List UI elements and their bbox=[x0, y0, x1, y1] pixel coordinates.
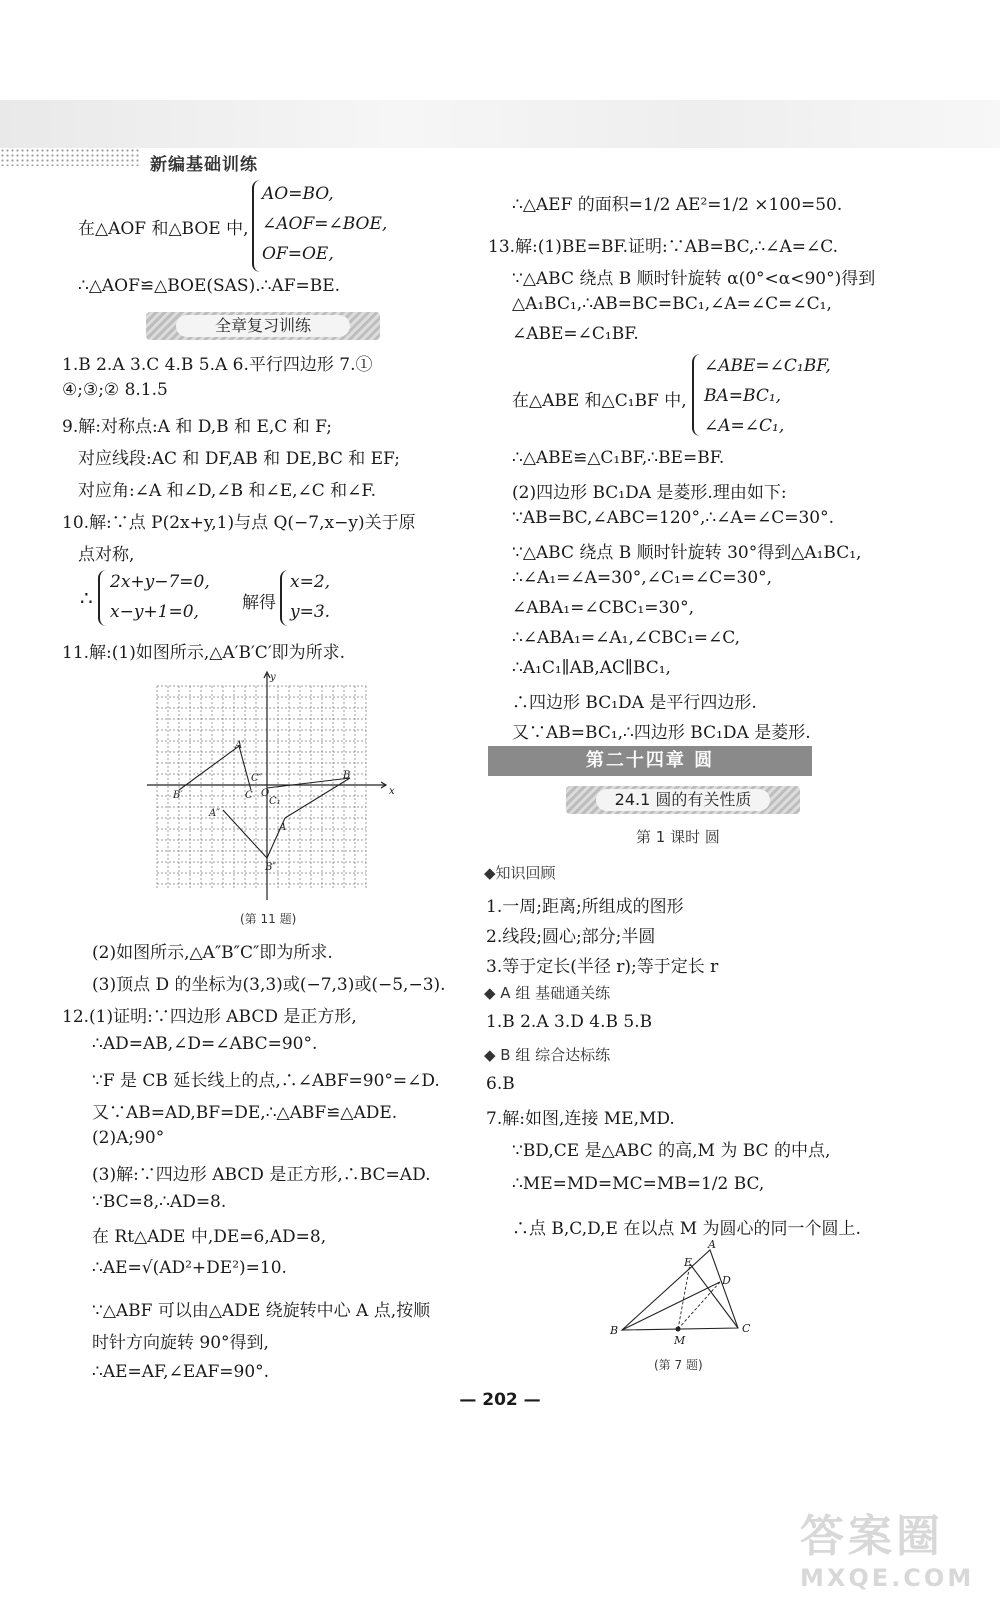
text-line: 在△ABE 和△C₁BF 中, bbox=[512, 391, 687, 411]
text-line: (3)解:∵四边形 ABCD 是正方形,∴BC=AD. bbox=[92, 1165, 431, 1185]
text-line: (2)四边形 BC₁DA 是菱形.理由如下: bbox=[512, 483, 787, 503]
section-heading-label: 全章复习训练 bbox=[176, 315, 350, 337]
subsection-label: ◆知识回顾 bbox=[484, 864, 556, 882]
text-line: (2)A;90° bbox=[92, 1128, 165, 1148]
svg-text:y: y bbox=[270, 672, 276, 683]
figure-7-triangle bbox=[606, 1238, 766, 1348]
text-line: ∠A=∠C₁, bbox=[704, 416, 785, 436]
svg-text:C: C bbox=[245, 790, 253, 801]
text-line: 13.解:(1)BE=BF.证明:∵AB=BC,∴∠A=∠C. bbox=[488, 237, 839, 257]
text-line: ∠ABA₁=∠CBC₁=30°, bbox=[512, 598, 695, 618]
chapter-heading: 第二十四章 圆 bbox=[488, 746, 812, 776]
section-heading bbox=[146, 312, 380, 340]
text-line: ∵AB=BC,∠ABC=120°,∴∠A=∠C=30°. bbox=[512, 508, 834, 528]
section-heading bbox=[566, 786, 800, 814]
subsection-label: ◆ B 组 综合达标练 bbox=[484, 1046, 611, 1064]
figure-caption: (第 7 题) bbox=[654, 1358, 703, 1372]
svg-text:B′: B′ bbox=[173, 790, 183, 801]
page-number-value: 202 bbox=[482, 1390, 518, 1410]
header-band bbox=[0, 100, 1000, 148]
text-line: 7.解:如图,连接 ME,MD. bbox=[486, 1109, 675, 1129]
text-line: ∵F 是 CB 延长线上的点,∴∠ABF=90°=∠D. bbox=[92, 1071, 440, 1091]
subsection-label: ◆ A 组 基础通关练 bbox=[484, 984, 611, 1002]
text-line: (3)顶点 D 的坐标为(3,3)或(−7,3)或(−5,−3). bbox=[92, 975, 446, 995]
text-line: ∴∠ABA₁=∠A₁,∠CBC₁=∠C, bbox=[512, 628, 741, 648]
svg-text:A: A bbox=[708, 1238, 716, 1251]
text-line: 1.B 2.A 3.C 4.B 5.A 6.平行四边形 7.① bbox=[62, 355, 373, 375]
watermark-line2: MXQE.COM bbox=[800, 1564, 975, 1592]
text-line: ∠AOF=∠BOE, bbox=[262, 214, 388, 234]
therefore-symbol: ∴ bbox=[80, 586, 93, 610]
text-line: 12.(1)证明:∵四边形 ABCD 是正方形, bbox=[62, 1007, 357, 1027]
text-line: (2)如图所示,△A″B″C″即为所求. bbox=[92, 943, 333, 963]
watermark-line1: 答案圈 bbox=[800, 1511, 944, 1562]
text-line: 6.B bbox=[486, 1074, 515, 1094]
brace bbox=[98, 570, 110, 626]
svg-text:B: B bbox=[343, 770, 351, 781]
text-line: 又∵AB=AD,BF=DE,∴△ABF≌△ADE. bbox=[92, 1103, 398, 1123]
text-line: ∴△AOF≌△BOE(SAS).∴AF=BE. bbox=[78, 276, 341, 296]
text-line: 对应角:∠A 和∠D,∠B 和∠E,∠C 和∠F. bbox=[78, 481, 376, 501]
svg-text:C₁: C₁ bbox=[269, 796, 281, 807]
figure-11-grid bbox=[145, 668, 395, 908]
svg-text:A: A bbox=[279, 822, 287, 833]
text-line: ∵△ABC 绕点 B 顺时针旋转 α(0°<α<90°)得到 bbox=[512, 269, 876, 289]
text-line: ∴ME=MD=MC=MB=1/2 BC, bbox=[512, 1174, 765, 1194]
text-line: 1.一周;距离;所组成的图形 bbox=[486, 897, 684, 917]
text-line: ∠ABE=∠C₁BF, bbox=[704, 356, 831, 376]
text-line: ∴△ABE≌△C₁BF,∴BE=BF. bbox=[512, 448, 725, 468]
text-line: ∴AE=AF,∠EAF=90°. bbox=[92, 1362, 270, 1382]
text-line: ∴△AEF 的面积=1/2 AE²=1/2 ×100=50. bbox=[512, 195, 843, 215]
svg-text:A″: A″ bbox=[209, 808, 220, 819]
text-line: 11.解:(1)如图所示,△A′B′C′即为所求. bbox=[62, 643, 346, 663]
watermark bbox=[800, 1500, 990, 1595]
svg-text:B″: B″ bbox=[265, 862, 277, 873]
svg-text:E: E bbox=[684, 1256, 693, 1269]
text-line: ∠ABE=∠C₁BF. bbox=[512, 324, 639, 344]
section-heading-label: 24.1 圆的有关性质 bbox=[596, 789, 770, 811]
text-line: OF=OE, bbox=[262, 244, 334, 264]
svg-text:O: O bbox=[261, 788, 270, 799]
text-line: ∵BD,CE 是△ABC 的高,M 为 BC 的中点, bbox=[512, 1141, 831, 1161]
figure-caption: (第 11 题) bbox=[240, 912, 297, 926]
svg-text:x: x bbox=[389, 786, 395, 797]
text-line: 在△AOF 和△BOE 中, bbox=[78, 219, 249, 239]
text-line: ∴四边形 BC₁DA 是平行四边形. bbox=[512, 693, 757, 713]
text-line: AO=BO, bbox=[262, 184, 334, 204]
text-line: 1.B 2.A 3.D 4.B 5.B bbox=[486, 1012, 653, 1032]
text-line: BA=BC₁, bbox=[704, 386, 782, 406]
svg-text:C: C bbox=[742, 1322, 751, 1335]
text-line: x=2, bbox=[290, 572, 331, 592]
text-line: ∴点 B,C,D,E 在以点 M 为圆心的同一个圆上. bbox=[512, 1219, 861, 1239]
svg-text:D: D bbox=[722, 1274, 731, 1287]
text-line: 点对称, bbox=[78, 545, 135, 565]
text-line: 解得 bbox=[242, 593, 276, 613]
text-line: 2x+y−7=0, bbox=[110, 572, 210, 592]
svg-text:C″: C″ bbox=[251, 773, 263, 784]
text-line: ∴AD=AB,∠D=∠ABC=90°. bbox=[92, 1034, 318, 1054]
text-line: ∵BC=8,∴AD=8. bbox=[92, 1192, 227, 1212]
svg-text:A′: A′ bbox=[235, 740, 245, 751]
text-line: 9.解:对称点:A 和 D,B 和 E,C 和 F; bbox=[62, 417, 333, 437]
text-line: 2.线段;圆心;部分;半圆 bbox=[486, 927, 656, 947]
header-decoration bbox=[0, 148, 140, 166]
text-line: 3.等于定长(半径 r);等于定长 r bbox=[486, 957, 719, 977]
svg-text:B: B bbox=[610, 1324, 619, 1337]
text-line: ∴AE=√(AD²+DE²)=10. bbox=[92, 1258, 287, 1278]
text-line: △A₁BC₁,∴AB=BC=BC₁,∠A=∠C=∠C₁, bbox=[512, 294, 832, 314]
text-line: ∵△ABC 绕点 B 顺时针旋转 30°得到△A₁BC₁, bbox=[512, 543, 862, 563]
text-line: x−y+1=0, bbox=[110, 602, 199, 622]
text-line: ∴∠A₁=∠A=30°,∠C₁=∠C=30°, bbox=[512, 568, 773, 588]
text-line: ∴A₁C₁∥AB,AC∥BC₁, bbox=[512, 658, 671, 678]
text-line: 又∵AB=BC₁,∴四边形 BC₁DA 是菱形. bbox=[512, 723, 811, 743]
page-number: — 202 — bbox=[459, 1390, 541, 1410]
lesson-title: 第 1 课时 圆 bbox=[636, 828, 720, 846]
text-line: 对应线段:AC 和 DF,AB 和 DE,BC 和 EF; bbox=[78, 449, 400, 469]
text-line: ④;③;② 8.1.5 bbox=[62, 380, 168, 400]
svg-text:M: M bbox=[674, 1334, 686, 1347]
text-line: 在 Rt△ADE 中,DE=6,AD=8, bbox=[92, 1227, 327, 1247]
brace bbox=[692, 354, 704, 436]
text-line: y=3. bbox=[290, 602, 331, 622]
text-line: 时针方向旋转 90°得到, bbox=[92, 1333, 269, 1353]
text-line: 10.解:∵点 P(2x+y,1)与点 Q(−7,x−y)关于原 bbox=[62, 513, 416, 533]
text-line: ∵△ABF 可以由△ADE 绕旋转中心 A 点,按顺 bbox=[92, 1301, 431, 1321]
header-title: 新编基础训练 bbox=[150, 155, 258, 175]
